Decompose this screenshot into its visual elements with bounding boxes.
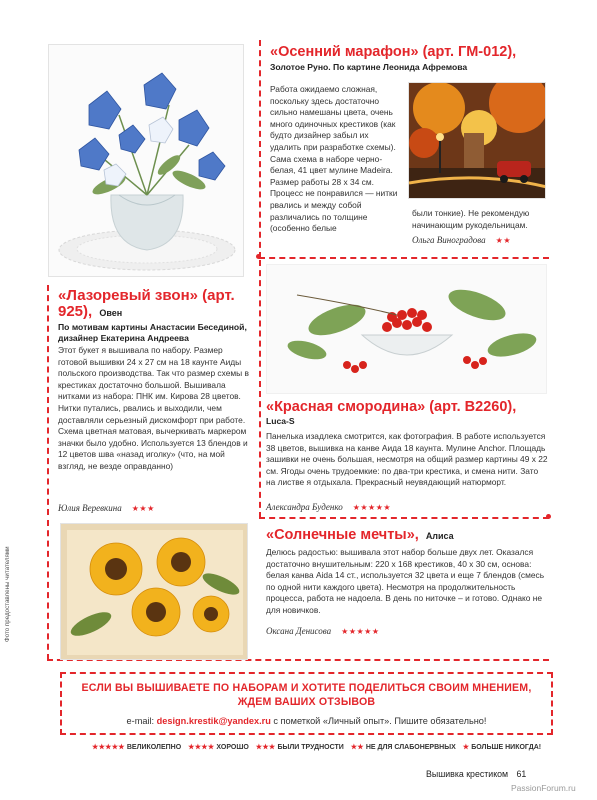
review4-signature (266, 626, 380, 636)
bellflowers-embroidery-photo (48, 44, 244, 277)
review2-stars: ★★ (495, 236, 511, 245)
banner-email-line (62, 716, 551, 726)
review4-title (266, 527, 454, 543)
review2-title: «Осенний марафон» (арт. ГМ-012), (270, 44, 517, 60)
review1-author: Юлия Веревкина (58, 503, 122, 513)
email-suffix: с пометкой «Личный опыт». Пишите обязательно! (273, 716, 487, 726)
review2-text-continued: были тонкие). Не рекомендую начинающим рукодельницам. (412, 208, 530, 230)
review3-title: «Красная смородина» (арт. B2260), (266, 399, 517, 415)
frame-left-review2 (259, 40, 261, 258)
legend-item: ★ БОЛЬШЕ НИКОГДА! (462, 744, 542, 751)
sunflowers-embroidery-photo (60, 523, 248, 660)
review2-author: Ольга Виноградова (412, 235, 486, 245)
legend-item: ★★★ БЫЛИ ТРУДНОСТИ (255, 744, 344, 751)
review4-stars: ★★★★★ (341, 627, 380, 636)
review1-title-text: «Лазоревый звон» (арт. 925), (58, 287, 235, 320)
review2-signature (412, 235, 511, 245)
review3-stars: ★★★★★ (352, 503, 392, 512)
frame-left-review1 (47, 285, 49, 515)
frame-bottom-review3 (259, 517, 549, 519)
legend-item: ★★★★ ХОРОШО (188, 744, 249, 751)
page-footer (426, 769, 526, 779)
review3-author: Александра Буденко (266, 502, 343, 512)
review1-signature (58, 503, 155, 513)
frame-bottom-review2 (259, 257, 549, 259)
review3-brand: Luca-S (266, 416, 295, 426)
watermark: PassionForum.ru (511, 783, 576, 793)
review2-text: Работа ожидаемо сложная, поскольку здесь достаточно сильно намешаны цвета, очень много одиночных крестиков (как будто дизайнер забыл их удалить при разработке схемы). Сама схема в наборе черно-белая, 41 цвет мулине Madeira. Размер работы 28 х 34 см. Процесс не понравился — нитки рвались и между собой различались по толщине (особенно белые (270, 84, 398, 234)
review3-signature (266, 502, 391, 512)
email-prefix: e-mail: (126, 716, 155, 726)
review4-title-text: «Солнечные мечты», (266, 527, 419, 543)
review2-subtitle: Золотое Руно. По картине Леонида Афремова (270, 62, 468, 72)
email-link[interactable]: design.krestik@yandex.ru (156, 716, 271, 726)
legend-item: ★★ НЕ ДЛЯ СЛАБОНЕРВНЫХ (350, 744, 456, 751)
frame-left-review4 (47, 520, 49, 660)
review1-subtitle: По мотивам картины Анастасии Бесединой, дизайнер Екатерина Андреева (58, 322, 247, 343)
feedback-banner (60, 672, 553, 735)
review4-text: Делюсь радостью: вышивала этот набор больше двух лет. Оказался достаточно внушительным: 220 х 168 крестиков, 40 х 30 см, основа: белая канва Aida 14 ст., используется 32 цвета и еще 7 блендов (смесь по одной нити каждого цвета). Несмотря на продолжительность процесса, работа не надоела. В день по ниточке – и готово. Однако не для новичков. (266, 547, 545, 615)
red-currant-embroidery-photo (266, 264, 547, 394)
review1-brand: Овен (99, 308, 123, 318)
rating-legend (92, 743, 546, 751)
review1-stars: ★★★ (131, 504, 155, 513)
legend-item: ★★★★★ ВЕЛИКОЛЕПНО (92, 744, 182, 751)
frame-left-review3 (259, 260, 261, 518)
review1-title (58, 288, 258, 321)
review4-author: Оксана Денисова (266, 626, 332, 636)
banner-line2: ЖДЕМ ВАШИХ ОТЗЫВОВ (237, 696, 376, 708)
magazine-name: Вышивка крестиком (426, 769, 509, 779)
review1-text: Этот букет я вышивала по набору. Размер готовой вышивки 24 х 27 см на 18 каунте Аиды польского производства. Так что размер схемы в крестиках достаточно большой. Вышивала нитками из набора: ПНК им. Кирова 28 цветов. Нитки путались, рвались и выходили, чем доставляли серьезный дискомфорт при работе. Схема цветная матовая, вычеркивать маркером значки было удобно. Используется 13 блендов и 12 цветов шва «назад иголку» (что, на мой взгляд, не везде оправданно) (58, 345, 249, 471)
frame-dot-review3 (546, 514, 551, 519)
frame-dot-review2 (256, 254, 261, 259)
photo-credit: Фото предоставлены читателями (4, 546, 11, 642)
review3-text: Панелька изадлека смотрится, как фотография. В работе используется 38 цветов, вышивка на канве Аида 18 каунта. Мулине Anchor. Площадь зашивки не очень большая, несмотря на общий размер картины 49 х 22 см. Ягоды очень трудоемкие: по два-три крестика, и смена нити. Зато на листве я отдыхала. Прекрасный неувядающий натюрморт. (266, 431, 548, 488)
review4-brand: Алиса (425, 531, 454, 541)
autumn-street-embroidery-photo (408, 82, 546, 199)
banner-line1: ЕСЛИ ВЫ ВЫШИВАЕТЕ ПО НАБОРАМ И ХОТИТЕ ПОДЕЛИТЬСЯ СВОИМ МНЕНИЕМ, (81, 682, 532, 694)
page-number: 61 (516, 769, 527, 779)
